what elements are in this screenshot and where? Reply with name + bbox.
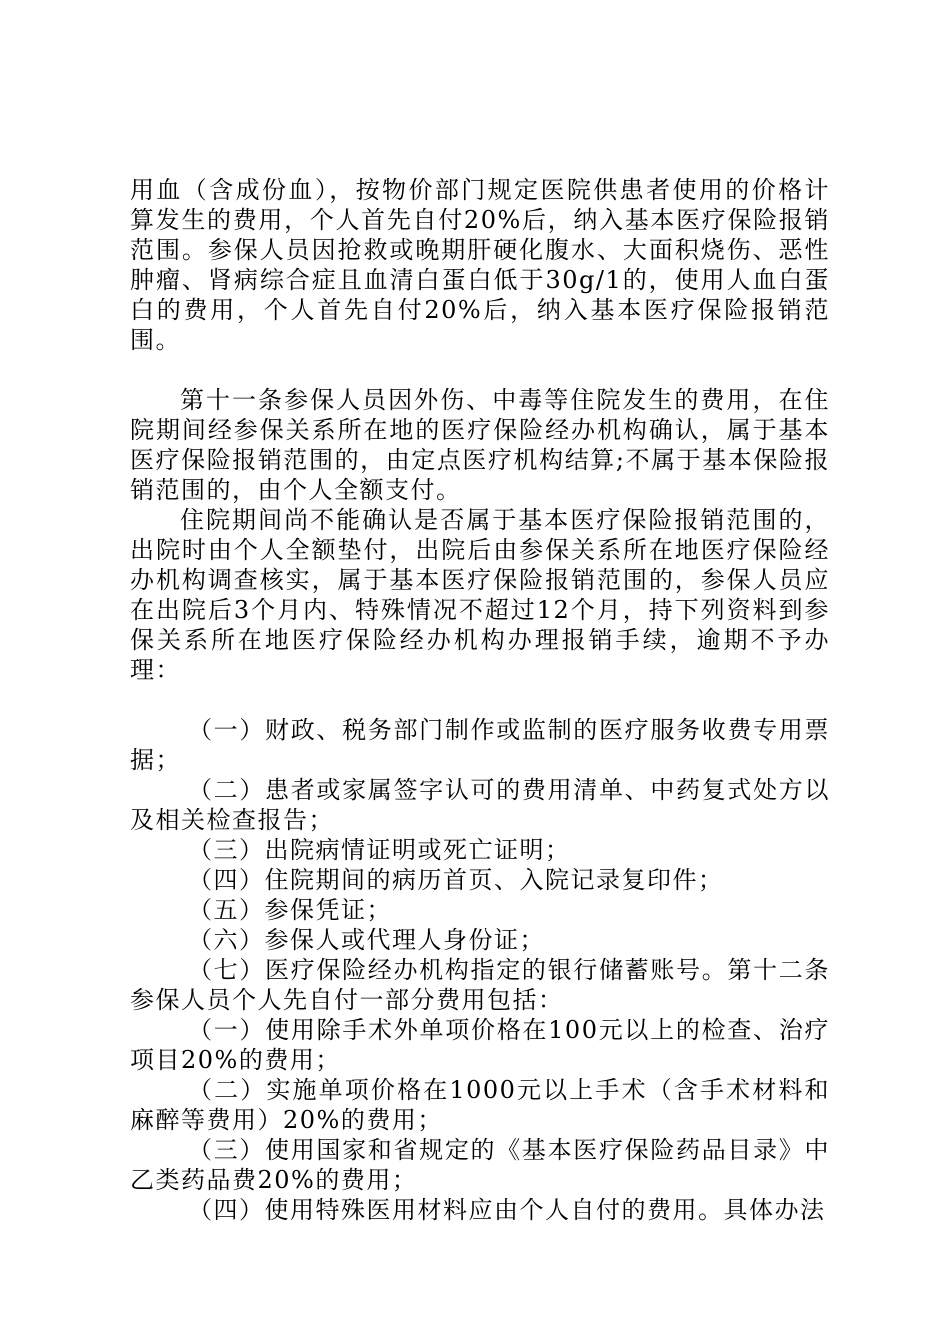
list-item-exam-treatment: （一）使用除手术外单项价格在100元以上的检查、治疗项目20%的费用； — [130, 1016, 830, 1074]
list-item-special-materials: （四）使用特殊医用材料应由个人自付的费用。具体办法 — [188, 1196, 826, 1224]
list-item-discharge-certificate: （三）出院病情证明或死亡证明； — [188, 836, 571, 864]
list-item-bank-account: （七）医疗保险经办机构指定的银行储蓄账号。第十二条参保人员个人先自付一部分费用包括： — [130, 956, 830, 1014]
list-item-receipts: （一）财政、税务部门制作或监制的医疗服务收费专用票据； — [130, 716, 830, 774]
list-item-id-card: （六）参保人或代理人身份证； — [188, 926, 545, 954]
list-item-insurance-certificate: （五）参保凭证； — [188, 896, 392, 924]
list-item-medical-records: （四）住院期间的病历首页、入院记录复印件； — [188, 866, 724, 894]
document-page — [130, 175, 830, 1225]
list-item-surgery: （二）实施单项价格在1000元以上手术（含手术材料和麻醉等费用）20%的费用； — [130, 1076, 830, 1134]
list-item-class-b-drugs: （三）使用国家和省规定的《基本医疗保险药品目录》中乙类药品费20%的费用； — [130, 1136, 830, 1194]
paragraph-unconfirmed-expenses: 住院期间尚不能确认是否属于基本医疗保险报销范围的，出院时由个人全额垫付，出院后由参保关系所在地医疗保险经办机构调查核实，属于基本医疗保险报销范围的，参保人员应在出院后3个月内、特殊情况不超过12个月，持下列资料到参保关系所在地医疗保险经办机构办理报销手续，逾期不予办理： — [130, 506, 830, 684]
list-item-expense-list: （二）患者或家属签字认可的费用清单、中药复式处方以及相关检查报告； — [130, 776, 830, 834]
paragraph-blood-and-albumin: 用血（含成份血），按物价部门规定医院供患者使用的价格计算发生的费用，个人首先自付20%后，纳入基本医疗保险报销范围。参保人员因抢救或晚期肝硬化腹水、大面积烧伤、恶性肿瘤、肾病综合症且血清白蛋白低于30g/1的，使用人血白蛋白的费用，个人首先自付20%后，纳入基本医疗保险报销范围。 — [130, 176, 830, 354]
paragraph-article-11: 第十一条参保人员因外伤、中毒等住院发生的费用，在住院期间经参保关系所在地的医疗保险经办机构确认，属于基本医疗保险报销范围的，由定点医疗机构结算;不属于基本保险报销范围的，由个人全额支付。 — [130, 386, 830, 504]
